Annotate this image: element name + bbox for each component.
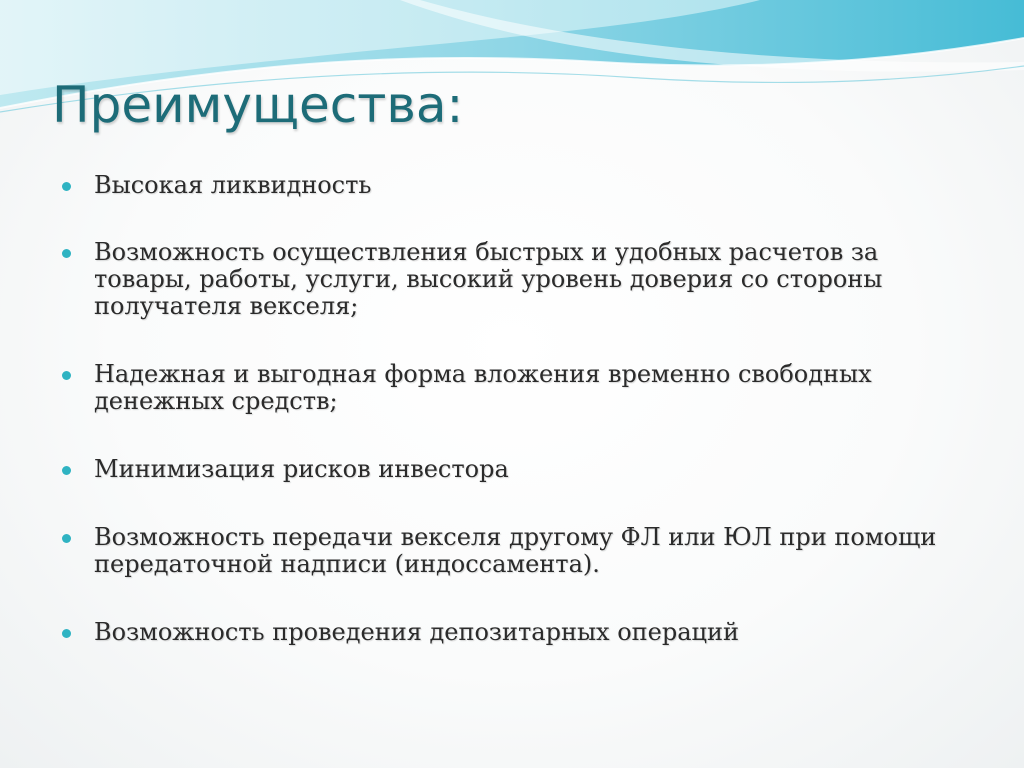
list-item-text: Возможность проведения депозитарных операций [94, 618, 739, 646]
list-item [62, 172, 962, 199]
list-item-text: Минимизация рисков инвестора [94, 455, 509, 483]
list-item-text: Возможность передачи векселя другому ФЛ или ЮЛ при помощи передаточной надписи (индоссамента). [94, 523, 937, 578]
list-item [62, 239, 962, 320]
list-item-text: Надежная и выгодная форма вложения временно свободных денежных средств; [94, 360, 872, 415]
bullet-dot-icon [62, 182, 71, 191]
bullet-dot-icon [62, 534, 71, 543]
bullet-dot-icon [62, 371, 71, 380]
bullet-list [62, 172, 962, 646]
list-item-text: Высокая ликвидность [94, 171, 372, 199]
bullet-dot-icon [62, 466, 71, 475]
bullet-dot-icon [62, 249, 71, 258]
slide-title: Преимущества: [52, 76, 464, 134]
list-item [62, 524, 962, 578]
list-item [62, 456, 962, 483]
bullet-dot-icon [62, 629, 71, 638]
list-item [62, 619, 962, 646]
list-item [62, 361, 962, 415]
list-item-text: Возможность осуществления быстрых и удобных расчетов за товары, работы, услуги, высокий уровень доверия со стороны получателя векселя; [94, 238, 883, 320]
